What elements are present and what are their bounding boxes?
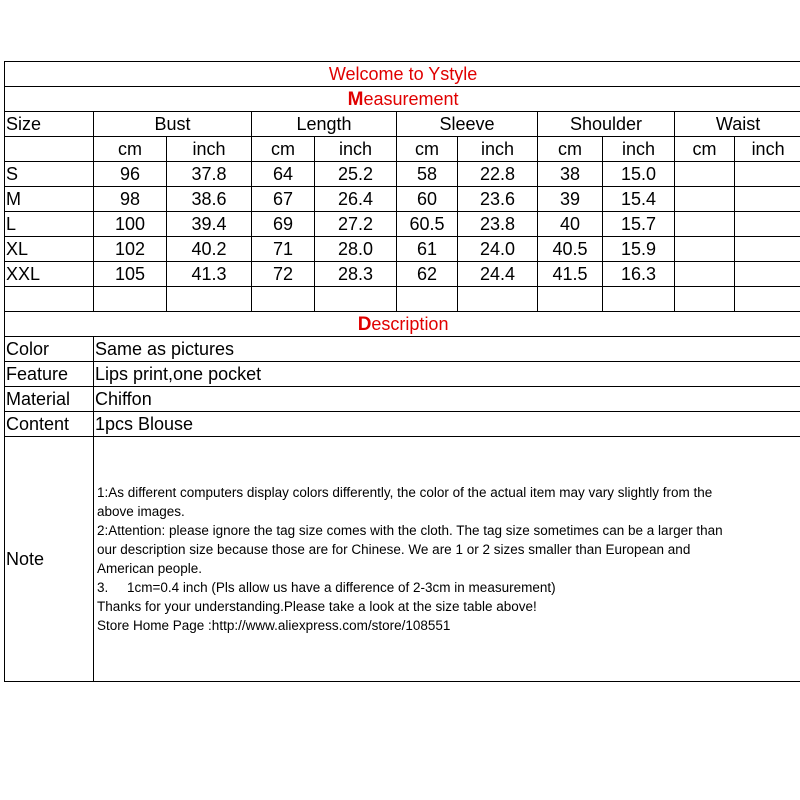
measurement-heading	[5, 87, 800, 112]
value-cell: 22.8	[458, 162, 538, 187]
value-cell: 23.8	[458, 212, 538, 237]
unit-cm: cm	[252, 137, 315, 162]
value-cell: 40.2	[167, 237, 252, 262]
unit-row-blank	[5, 137, 94, 162]
value-cell: 72	[252, 262, 315, 287]
value-cell: 64	[252, 162, 315, 187]
value-cell	[675, 212, 735, 237]
empty-cell	[458, 287, 538, 312]
measurement-first-letter: M	[347, 88, 364, 110]
length-header: Length	[252, 112, 397, 137]
value-cell: 40.5	[538, 237, 603, 262]
empty-cell	[315, 287, 397, 312]
value-cell: 100	[94, 212, 167, 237]
note-label: Note	[5, 437, 94, 682]
sleeve-header: Sleeve	[397, 112, 538, 137]
size-cell: XL	[5, 237, 94, 262]
empty-cell	[252, 287, 315, 312]
unit-cm: cm	[675, 137, 735, 162]
note-text	[94, 437, 800, 682]
value-cell: 105	[94, 262, 167, 287]
empty-cell	[538, 287, 603, 312]
table-row	[5, 237, 800, 262]
store-link-line: Store Home Page :http://www.aliexpress.com/store/108551	[97, 618, 451, 633]
value-cell	[675, 262, 735, 287]
store-title: Welcome to Ystyle	[5, 62, 800, 87]
note-row	[5, 437, 800, 682]
unit-inch: inch	[458, 137, 538, 162]
detail-label: Material	[5, 387, 94, 412]
empty-cell	[94, 287, 167, 312]
detail-value: Same as pictures	[94, 337, 800, 362]
note-line: above images.	[97, 504, 185, 519]
value-cell: 15.9	[603, 237, 675, 262]
value-cell: 23.6	[458, 187, 538, 212]
unit-cm: cm	[538, 137, 603, 162]
unit-cm: cm	[397, 137, 458, 162]
value-cell	[675, 237, 735, 262]
value-cell: 24.0	[458, 237, 538, 262]
detail-value: Chiffon	[94, 387, 800, 412]
unit-cm: cm	[94, 137, 167, 162]
value-cell: 61	[397, 237, 458, 262]
value-cell: 98	[94, 187, 167, 212]
value-cell: 28.0	[315, 237, 397, 262]
description-first-letter: D	[357, 313, 372, 335]
value-cell	[675, 162, 735, 187]
unit-inch: inch	[735, 137, 800, 162]
value-cell: 15.4	[603, 187, 675, 212]
value-cell: 69	[252, 212, 315, 237]
detail-row-feature	[5, 362, 800, 387]
size-chart-sheet	[4, 61, 800, 682]
unit-inch: inch	[603, 137, 675, 162]
description-heading-rest: escription	[371, 313, 449, 334]
value-cell: 38.6	[167, 187, 252, 212]
unit-inch: inch	[315, 137, 397, 162]
table-row	[5, 262, 800, 287]
value-cell: 96	[94, 162, 167, 187]
value-cell: 41.3	[167, 262, 252, 287]
value-cell: 15.0	[603, 162, 675, 187]
empty-cell	[603, 287, 675, 312]
size-column-header: Size	[5, 112, 94, 137]
value-cell: 67	[252, 187, 315, 212]
value-cell: 41.5	[538, 262, 603, 287]
measurement-heading-rest: easurement	[363, 88, 459, 109]
value-cell: 60.5	[397, 212, 458, 237]
value-cell: 15.7	[603, 212, 675, 237]
note-line: Thanks for your understanding.Please take a look at the size table above!	[97, 599, 537, 614]
detail-row-content	[5, 412, 800, 437]
value-cell	[735, 237, 800, 262]
empty-cell	[675, 287, 735, 312]
value-cell: 60	[397, 187, 458, 212]
value-cell: 71	[252, 237, 315, 262]
value-cell: 37.8	[167, 162, 252, 187]
value-cell	[675, 187, 735, 212]
size-cell: S	[5, 162, 94, 187]
note-line: our description size because those are for Chinese. We are 1 or 2 sizes smaller than European and	[97, 542, 691, 557]
value-cell	[735, 162, 800, 187]
note-line: 2:Attention: please ignore the tag size comes with the cloth. The tag size sometimes can be a larger than	[97, 523, 723, 538]
value-cell: 39.4	[167, 212, 252, 237]
value-cell: 28.3	[315, 262, 397, 287]
table-row	[5, 212, 800, 237]
empty-cell	[5, 287, 94, 312]
value-cell	[735, 187, 800, 212]
detail-value: Lips print,one pocket	[94, 362, 800, 387]
value-cell: 102	[94, 237, 167, 262]
description-heading	[5, 312, 800, 337]
note-line: 1:As different computers display colors differently, the color of the actual item may vary slightly from the	[97, 485, 713, 500]
note-line: 3. 1cm=0.4 inch (Pls allow us have a difference of 2-3cm in measurement)	[97, 580, 556, 595]
detail-row-color	[5, 337, 800, 362]
value-cell: 24.4	[458, 262, 538, 287]
size-cell: XXL	[5, 262, 94, 287]
value-cell: 58	[397, 162, 458, 187]
value-cell: 39	[538, 187, 603, 212]
value-cell: 38	[538, 162, 603, 187]
value-cell	[735, 262, 800, 287]
detail-label: Feature	[5, 362, 94, 387]
size-cell: L	[5, 212, 94, 237]
note-line: American people.	[97, 561, 203, 576]
unit-inch: inch	[167, 137, 252, 162]
detail-value: 1pcs Blouse	[94, 412, 800, 437]
shoulder-header: Shoulder	[538, 112, 675, 137]
value-cell: 27.2	[315, 212, 397, 237]
detail-label: Content	[5, 412, 94, 437]
detail-row-material	[5, 387, 800, 412]
size-cell: M	[5, 187, 94, 212]
value-cell: 40	[538, 212, 603, 237]
empty-row	[5, 287, 800, 312]
empty-cell	[735, 287, 800, 312]
table-row	[5, 187, 800, 212]
value-cell: 26.4	[315, 187, 397, 212]
value-cell: 16.3	[603, 262, 675, 287]
value-cell: 25.2	[315, 162, 397, 187]
detail-label: Color	[5, 337, 94, 362]
waist-header: Waist	[675, 112, 800, 137]
empty-cell	[167, 287, 252, 312]
value-cell	[735, 212, 800, 237]
bust-header: Bust	[94, 112, 252, 137]
value-cell: 62	[397, 262, 458, 287]
empty-cell	[397, 287, 458, 312]
table-row	[5, 162, 800, 187]
